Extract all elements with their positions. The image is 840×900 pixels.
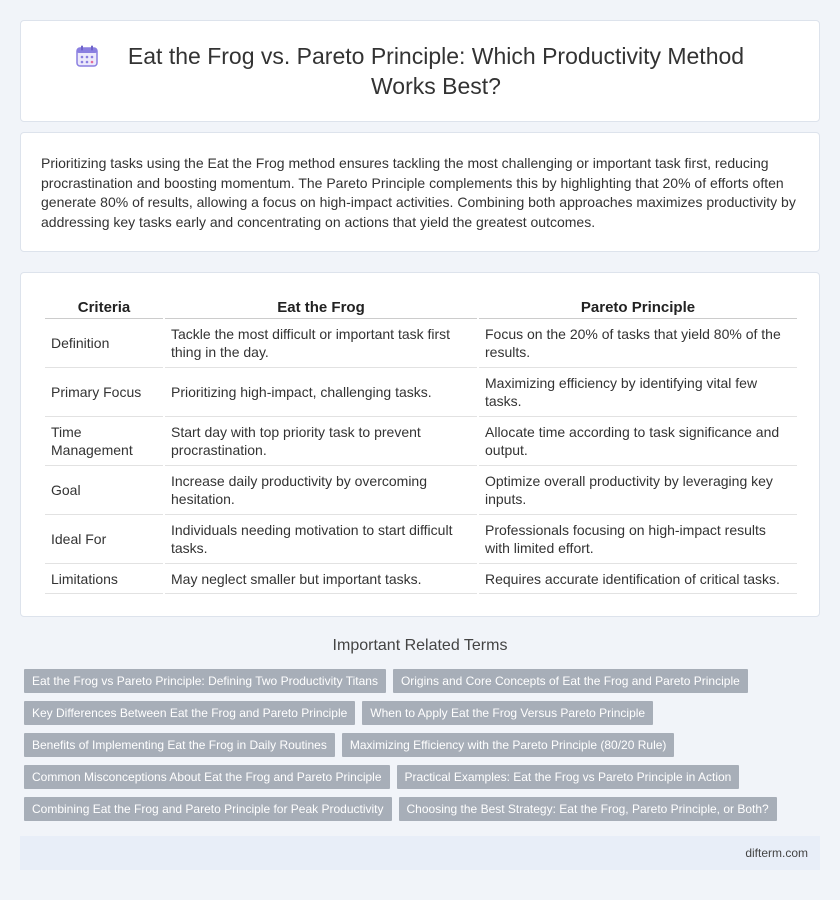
- row-frog: Increase daily productivity by overcoming hesitation.: [165, 466, 477, 515]
- related-term-tag[interactable]: When to Apply Eat the Frog Versus Pareto Principle: [362, 701, 653, 725]
- related-term-tag[interactable]: Maximizing Efficiency with the Pareto Principle (80/20 Rule): [342, 733, 675, 757]
- footer-site-link[interactable]: difterm.com: [745, 846, 808, 860]
- related-terms-list: [24, 669, 814, 821]
- row-pareto: Professionals focusing on high-impact results with limited effort.: [479, 515, 797, 564]
- footer: [20, 836, 820, 870]
- row-frog: Tackle the most difficult or important task first thing in the day.: [165, 319, 477, 368]
- table-row: [45, 466, 797, 515]
- intro-text: Prioritizing tasks using the Eat the Frog method ensures tackling the most challenging or important task first, reducing procrastination and boosting momentum. The Pareto Principle complements this by highlighting that 20% of efforts often generate 80% of results, allowing a focus on high-impact activities. Combining both approaches maximizes productivity by addressing key tasks early and concentrating on actions that yield the greatest outcomes.: [41, 155, 796, 230]
- comparison-card: [20, 272, 820, 617]
- row-criteria: Definition: [45, 319, 163, 368]
- row-criteria: Goal: [45, 466, 163, 515]
- comparison-table: [43, 295, 799, 594]
- page-header: [20, 20, 820, 122]
- table-header-row: [45, 295, 797, 319]
- related-term-tag[interactable]: Key Differences Between Eat the Frog and Pareto Principle: [24, 701, 355, 725]
- table-row: [45, 319, 797, 368]
- row-criteria: Limitations: [45, 564, 163, 594]
- row-pareto: Requires accurate identification of critical tasks.: [479, 564, 797, 594]
- table-row: [45, 417, 797, 466]
- row-criteria: Primary Focus: [45, 368, 163, 417]
- row-pareto: Optimize overall productivity by leveraging key inputs.: [479, 466, 797, 515]
- row-criteria: Time Management: [45, 417, 163, 466]
- related-term-tag[interactable]: Combining Eat the Frog and Pareto Principle for Peak Productivity: [24, 797, 392, 821]
- table-row: [45, 564, 797, 594]
- related-term-tag[interactable]: Choosing the Best Strategy: Eat the Frog, Pareto Principle, or Both?: [399, 797, 777, 821]
- row-frog: Start day with top priority task to prevent procrastination.: [165, 417, 477, 466]
- header-criteria: Criteria: [45, 295, 163, 319]
- row-frog: Individuals needing motivation to start difficult tasks.: [165, 515, 477, 564]
- intro-card: [20, 132, 820, 252]
- row-pareto: Allocate time according to task significance and output.: [479, 417, 797, 466]
- row-frog: Prioritizing high-impact, challenging tasks.: [165, 368, 477, 417]
- related-terms-title: Important Related Terms: [332, 637, 508, 654]
- header-pareto: Pareto Principle: [479, 295, 797, 319]
- row-pareto: Maximizing efficiency by identifying vital few tasks.: [479, 368, 797, 417]
- calendar-icon: [74, 43, 100, 69]
- related-term-tag[interactable]: Common Misconceptions About Eat the Frog and Pareto Principle: [24, 765, 390, 789]
- related-term-tag[interactable]: Practical Examples: Eat the Frog vs Pareto Principle in Action: [397, 765, 740, 789]
- row-criteria: Ideal For: [45, 515, 163, 564]
- table-row: [45, 368, 797, 417]
- page-title: Eat the Frog vs. Pareto Principle: Which Productivity Method Works Best?: [127, 43, 745, 99]
- row-frog: May neglect smaller but important tasks.: [165, 564, 477, 594]
- related-term-tag[interactable]: Eat the Frog vs Pareto Principle: Defining Two Productivity Titans: [24, 669, 386, 693]
- table-row: [45, 515, 797, 564]
- header-eat-the-frog: Eat the Frog: [165, 295, 477, 319]
- related-term-tag[interactable]: Origins and Core Concepts of Eat the Frog and Pareto Principle: [393, 669, 748, 693]
- related-term-tag[interactable]: Benefits of Implementing Eat the Frog in Daily Routines: [24, 733, 335, 757]
- row-pareto: Focus on the 20% of tasks that yield 80% of the results.: [479, 319, 797, 368]
